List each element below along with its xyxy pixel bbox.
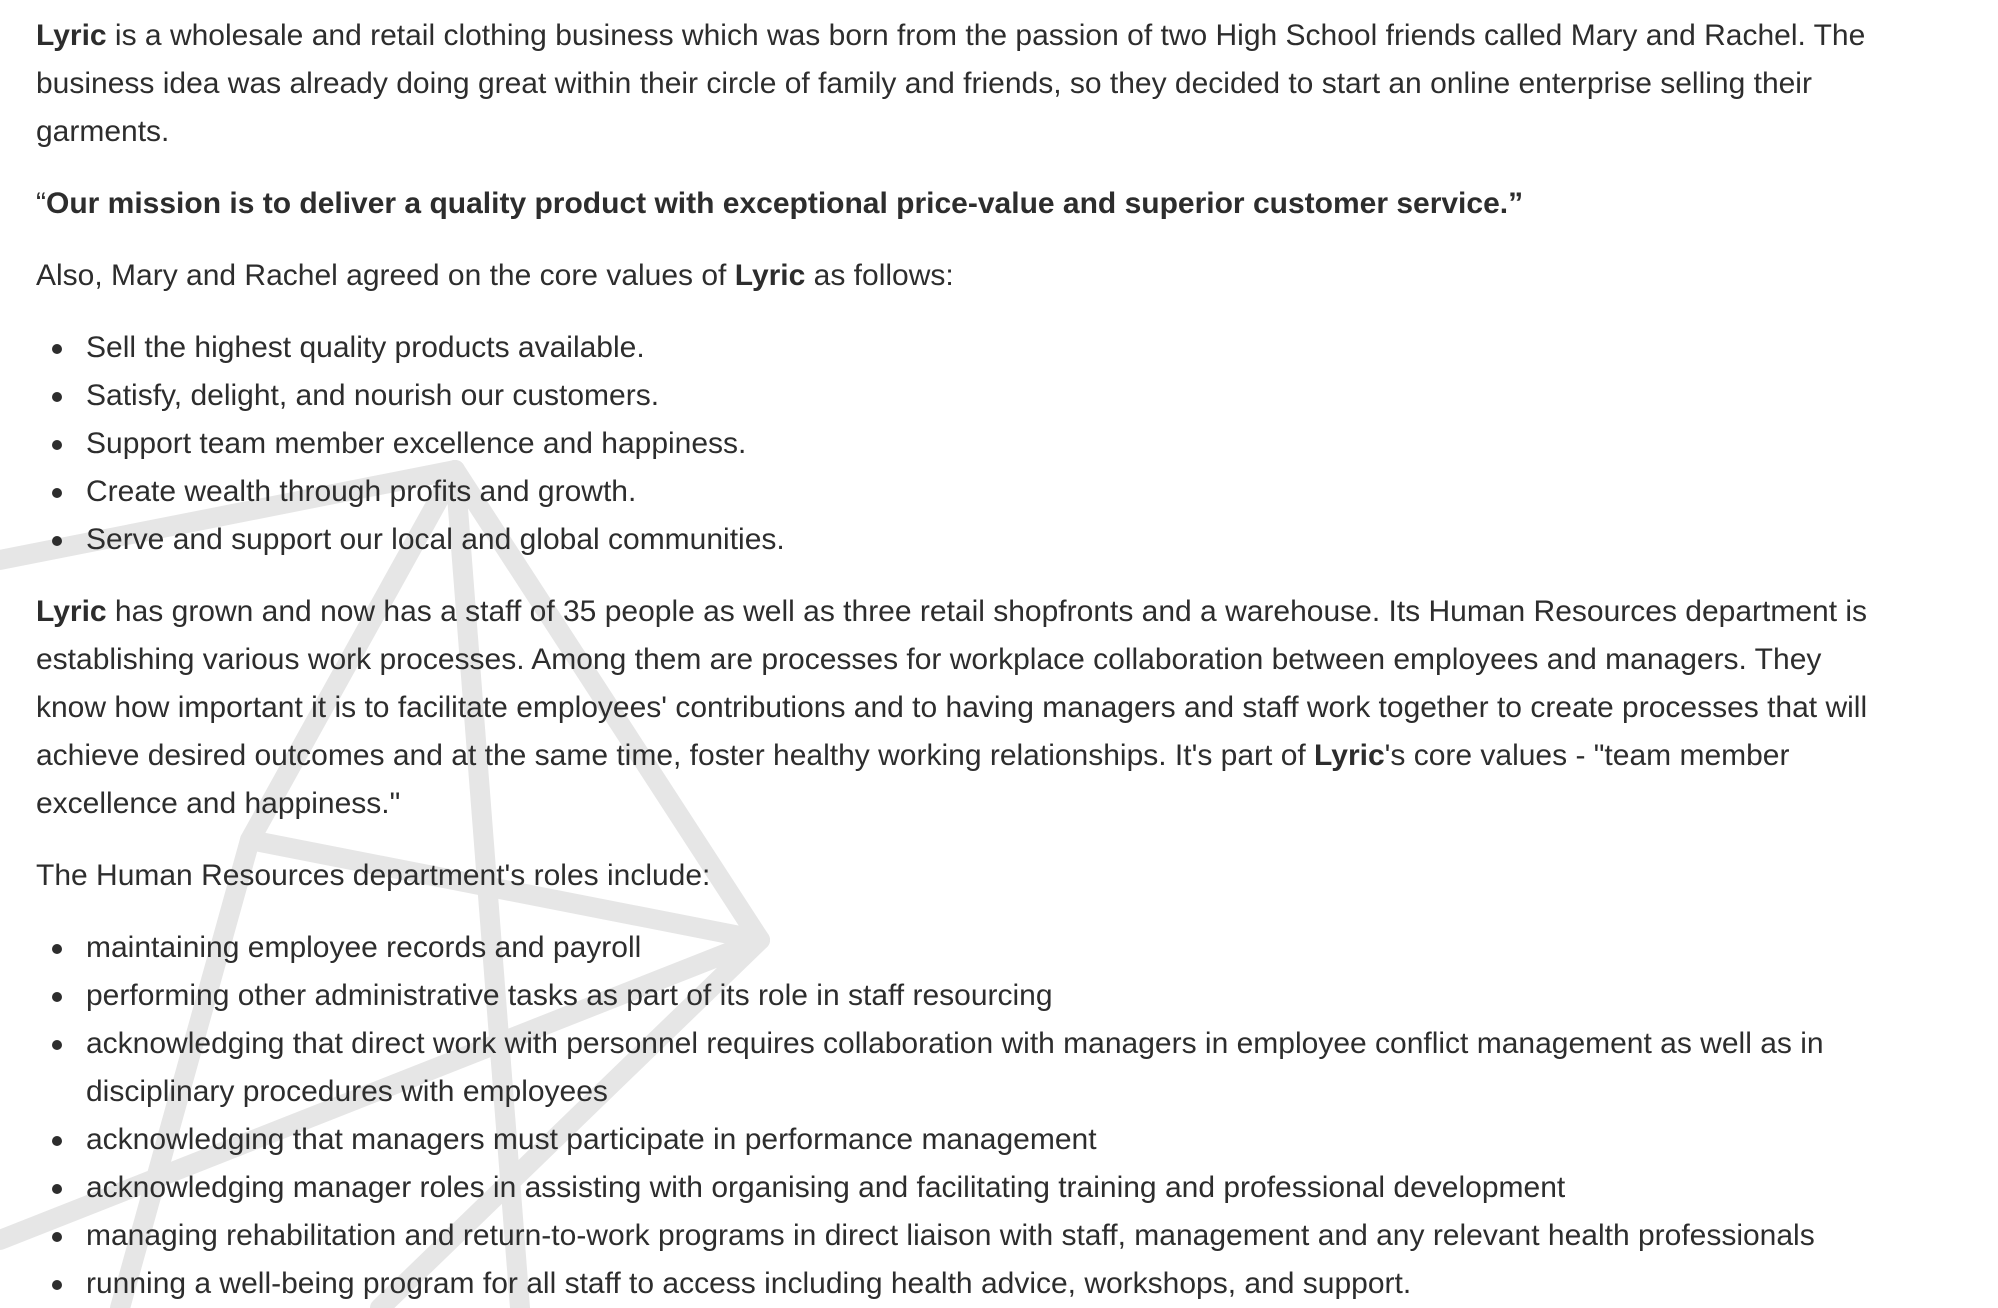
intro-paragraph <box>36 12 1890 156</box>
list-item: running a well-being program for all staff to access including health advice, workshops, and support. <box>86 1260 1890 1308</box>
growth-text-1: has grown and now has a staff of 35 people as well as three retail shopfronts and a warehouse. Its Human Resources department is establishing various work processes. Among them are processes for workplace collaboration between employees and managers. They know how important it is to facilitate employees' contributions and to having managers and staff work together to create processes that will achieve desired outcomes and at the same time, foster healthy working relationships. It's part of <box>36 595 1868 772</box>
intro-text: is a wholesale and retail clothing business which was born from the passion of two High School friends called Mary and Rachel. The business idea was already doing great within their circle of family and friends, so they decided to start an online enterprise selling their garments. <box>36 19 1866 148</box>
list-item: acknowledging manager roles in assisting with organising and facilitating training and professional development <box>86 1164 1890 1212</box>
brand-name: Lyric <box>36 19 107 52</box>
list-item: acknowledging that managers must participate in performance management <box>86 1116 1890 1164</box>
list-item: Create wealth through profits and growth. <box>86 468 1890 516</box>
list-item: maintaining employee records and payroll <box>86 924 1890 972</box>
list-item: Serve and support our local and global communities. <box>86 516 1890 564</box>
mission-statement <box>36 180 1890 228</box>
brand-name: Lyric <box>734 259 806 292</box>
core-values-list <box>36 324 1890 564</box>
list-item: acknowledging that direct work with personnel requires collaboration with managers in employee conflict management as well as in disciplinary procedures with employees <box>86 1020 1890 1116</box>
values-intro <box>36 252 1890 300</box>
list-item: Sell the highest quality products available. <box>86 324 1890 372</box>
values-intro-before: Also, Mary and Rachel agreed on the core values of <box>36 259 735 292</box>
growth-text-2: 's core values - "team member excellence and happiness." <box>36 739 1790 820</box>
mission-open-quote: “ <box>36 187 46 220</box>
list-item: Satisfy, delight, and nourish our customers. <box>86 372 1890 420</box>
list-item: Support team member excellence and happiness. <box>86 420 1890 468</box>
list-item: performing other administrative tasks as part of its role in staff resourcing <box>86 972 1890 1020</box>
hr-intro: The Human Resources department's roles include: <box>36 859 711 892</box>
values-intro-after: as follows: <box>805 259 954 292</box>
list-item: managing rehabilitation and return-to-work programs in direct liaison with staff, management and any relevant health professionals <box>86 1212 1890 1260</box>
brand-name: Lyric <box>36 595 107 628</box>
hr-roles-list <box>36 924 1890 1308</box>
brand-name: Lyric <box>1314 739 1385 772</box>
growth-paragraph <box>36 588 1890 828</box>
mission-text: Our mission is to deliver a quality product with exceptional price-value and superior customer service.” <box>46 187 1524 220</box>
